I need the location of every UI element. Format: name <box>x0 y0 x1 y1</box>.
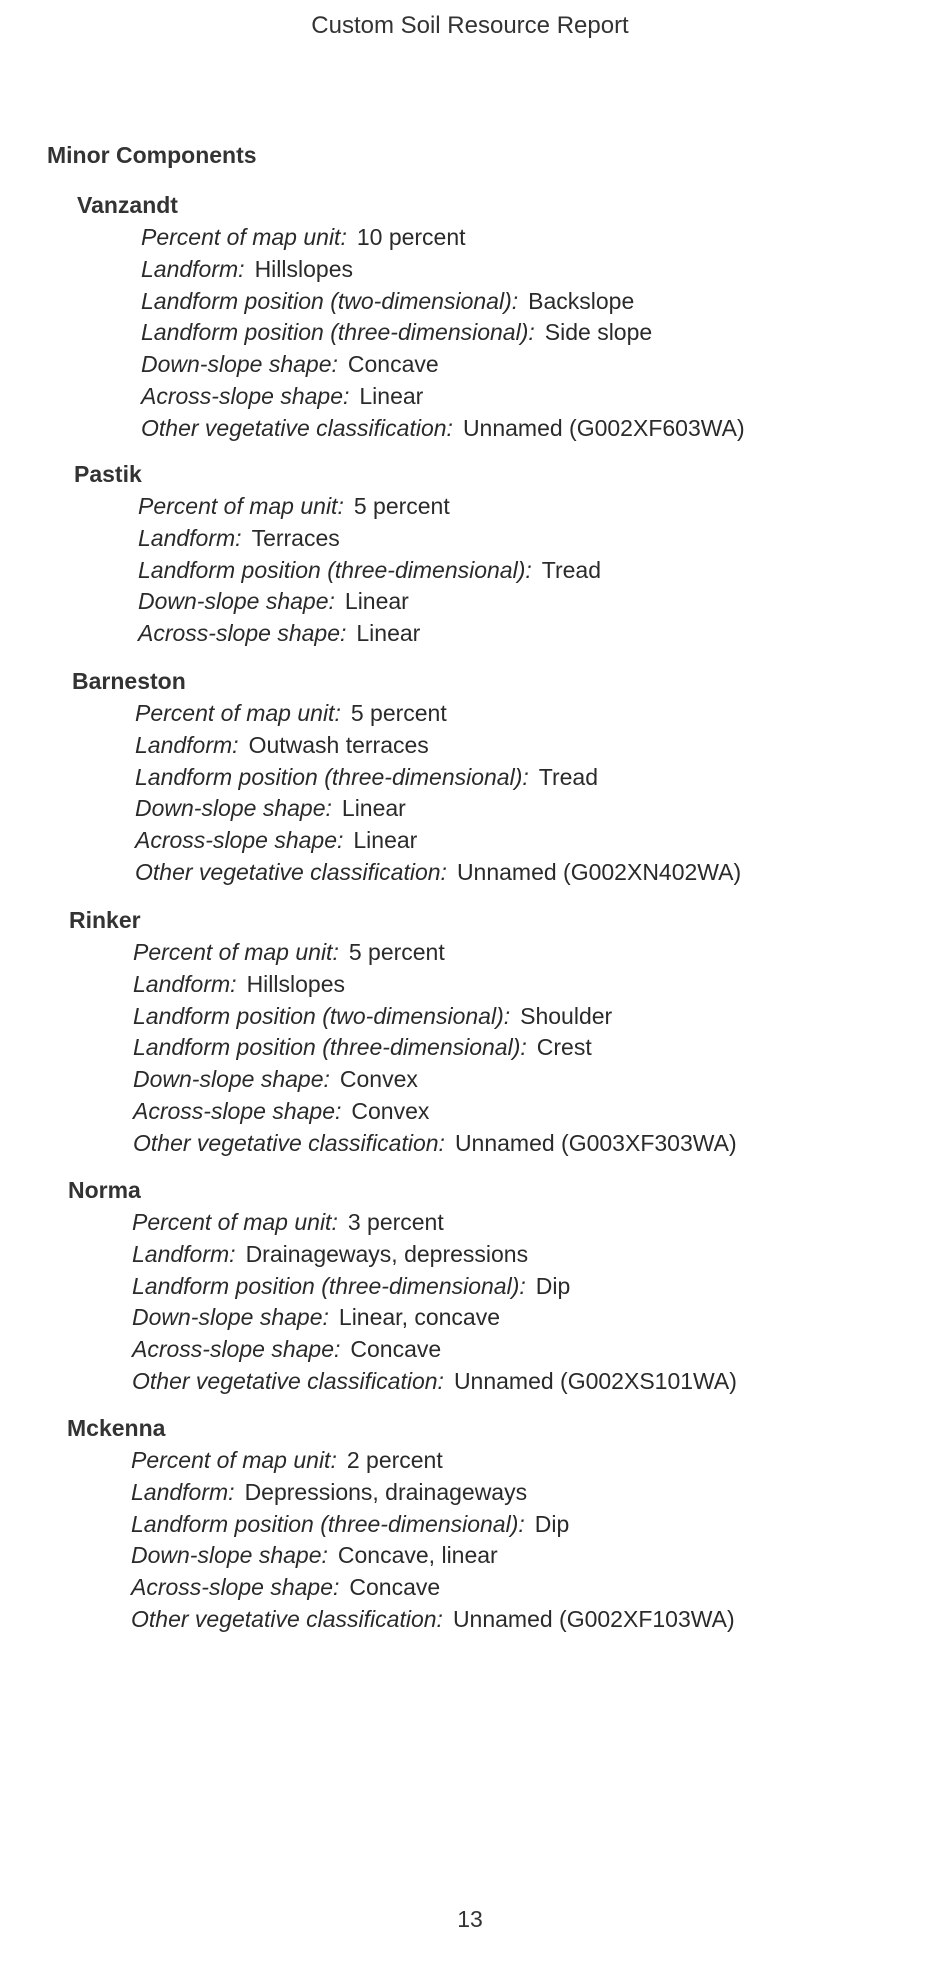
property-label: Landform: <box>131 1478 235 1505</box>
component-properties <box>131 1445 927 1636</box>
property-label: Percent of map unit: <box>131 1447 337 1473</box>
property-value: Convex <box>351 1097 430 1124</box>
property-row <box>131 1445 927 1477</box>
property-row <box>141 222 937 254</box>
property-label: Down-slope shape: <box>132 1304 329 1331</box>
component-mckenna <box>67 1411 927 1636</box>
property-value: Depressions, drainageways <box>244 1478 528 1505</box>
property-value: Shoulder <box>520 1002 613 1029</box>
property-label: Percent of map unit: <box>133 939 339 965</box>
property-label: Landform: <box>133 970 237 997</box>
property-value: Concave, linear <box>337 1542 498 1569</box>
property-value: Tread <box>538 763 598 790</box>
property-row <box>133 937 929 969</box>
property-row <box>135 857 932 889</box>
property-label: Landform position (three-dimensional): <box>141 319 535 346</box>
property-value: Backslope <box>528 287 635 314</box>
property-label: Other vegetative classification: <box>132 1367 444 1394</box>
property-row <box>131 1540 927 1572</box>
property-row <box>135 793 932 825</box>
property-label: Down-slope shape: <box>141 351 338 378</box>
property-value: Linear <box>353 827 418 854</box>
property-value: Crest <box>536 1034 592 1061</box>
property-value: Hillslopes <box>254 255 353 282</box>
property-label: Percent of map unit: <box>135 700 341 726</box>
component-properties <box>133 937 929 1160</box>
property-value: 5 percent <box>353 493 450 519</box>
property-label: Landform position (three-dimensional): <box>132 1272 526 1299</box>
property-row <box>141 381 937 413</box>
property-value: Linear <box>341 795 406 822</box>
property-row <box>138 618 934 650</box>
property-value: Linear <box>344 588 409 615</box>
property-label: Percent of map unit: <box>138 493 344 519</box>
property-row <box>141 286 937 318</box>
property-row <box>132 1366 928 1398</box>
property-row <box>132 1239 928 1271</box>
property-value: Linear, concave <box>338 1304 501 1331</box>
property-value: Side slope <box>544 319 653 346</box>
property-row <box>133 1001 929 1033</box>
property-label: Across-slope shape: <box>141 382 350 409</box>
property-row <box>132 1271 928 1303</box>
property-value: Dip <box>534 1510 570 1537</box>
component-barneston <box>72 664 932 889</box>
component-properties <box>141 222 937 445</box>
property-label: Percent of map unit: <box>141 224 347 250</box>
component-vanzandt <box>77 188 937 445</box>
component-name: Norma <box>68 1177 141 1203</box>
component-properties <box>132 1207 928 1398</box>
property-label: Landform position (three-dimensional): <box>131 1510 525 1537</box>
property-row <box>135 730 932 762</box>
property-label: Across-slope shape: <box>131 1574 340 1601</box>
property-label: Landform: <box>141 255 245 282</box>
property-row <box>135 762 932 794</box>
property-label: Landform position (three-dimensional): <box>135 763 529 790</box>
component-properties <box>138 491 934 650</box>
property-row <box>133 1128 929 1160</box>
property-row <box>133 969 929 1001</box>
property-row <box>141 254 937 286</box>
property-row <box>135 825 932 857</box>
page-header-title: Custom Soil Resource Report <box>311 12 629 39</box>
property-label: Down-slope shape: <box>135 795 332 822</box>
property-row <box>135 698 932 730</box>
property-row <box>141 413 937 445</box>
property-label: Other vegetative classification: <box>133 1129 445 1156</box>
property-row <box>141 317 937 349</box>
property-row <box>138 555 934 587</box>
property-row <box>131 1509 927 1541</box>
property-row <box>133 1064 929 1096</box>
component-properties <box>135 698 932 889</box>
property-value: Unnamed (G002XS101WA) <box>453 1367 737 1394</box>
property-row <box>131 1572 927 1604</box>
property-value: Linear <box>356 620 421 647</box>
property-label: Across-slope shape: <box>135 827 344 854</box>
property-value: Hillslopes <box>246 970 345 997</box>
property-value: 3 percent <box>347 1209 444 1235</box>
property-row <box>133 1096 929 1128</box>
component-name: Mckenna <box>67 1415 166 1441</box>
property-row <box>132 1207 928 1239</box>
property-label: Down-slope shape: <box>138 588 335 615</box>
component-name: Vanzandt <box>77 192 178 218</box>
page-number: 13 <box>457 1906 483 1932</box>
property-row <box>132 1334 928 1366</box>
property-value: Terraces <box>251 524 340 551</box>
property-value: Unnamed (G002XF603WA) <box>462 414 745 441</box>
property-label: Across-slope shape: <box>132 1336 341 1363</box>
property-row <box>131 1477 927 1509</box>
property-value: Tread <box>541 556 601 583</box>
property-label: Landform: <box>135 731 239 758</box>
property-row <box>132 1302 928 1334</box>
property-value: Unnamed (G003XF303WA) <box>454 1129 737 1156</box>
component-name: Pastik <box>74 461 142 487</box>
property-value: 10 percent <box>356 224 466 250</box>
property-label: Down-slope shape: <box>133 1066 330 1093</box>
property-label: Down-slope shape: <box>131 1542 328 1569</box>
property-row <box>141 349 937 381</box>
property-label: Landform: <box>138 524 242 551</box>
property-row <box>138 491 934 523</box>
property-value: Concave <box>347 351 439 378</box>
property-value: Unnamed (G002XF103WA) <box>452 1605 735 1632</box>
property-value: Convex <box>339 1066 418 1093</box>
property-label: Landform: <box>132 1240 236 1267</box>
property-label: Landform position (two-dimensional): <box>133 1002 511 1029</box>
property-row <box>138 586 934 618</box>
property-label: Across-slope shape: <box>133 1097 342 1124</box>
property-label: Other vegetative classification: <box>141 414 453 441</box>
component-norma <box>68 1173 928 1398</box>
property-row <box>138 523 934 555</box>
property-value: Unnamed (G002XN402WA) <box>456 858 742 885</box>
property-value: Linear <box>359 382 424 409</box>
component-name: Barneston <box>72 668 186 694</box>
component-rinker <box>69 903 929 1160</box>
property-value: Concave <box>349 1574 441 1601</box>
property-value: 5 percent <box>350 700 447 726</box>
property-label: Landform position (two-dimensional): <box>141 287 519 314</box>
property-value: 2 percent <box>346 1447 443 1473</box>
component-pastik <box>74 457 934 650</box>
section-title: Minor Components <box>47 142 257 168</box>
property-row <box>133 1032 929 1064</box>
property-label: Other vegetative classification: <box>131 1605 443 1632</box>
property-label: Landform position (three-dimensional): <box>138 556 532 583</box>
property-value: Dip <box>535 1272 571 1299</box>
component-name: Rinker <box>69 907 141 933</box>
property-label: Other vegetative classification: <box>135 858 447 885</box>
property-label: Landform position (three-dimensional): <box>133 1034 527 1061</box>
property-label: Across-slope shape: <box>138 620 347 647</box>
property-value: Concave <box>350 1336 442 1363</box>
property-label: Percent of map unit: <box>132 1209 338 1235</box>
property-value: Drainageways, depressions <box>245 1240 529 1267</box>
property-value: 5 percent <box>348 939 445 965</box>
property-row <box>131 1604 927 1636</box>
property-value: Outwash terraces <box>248 731 429 758</box>
